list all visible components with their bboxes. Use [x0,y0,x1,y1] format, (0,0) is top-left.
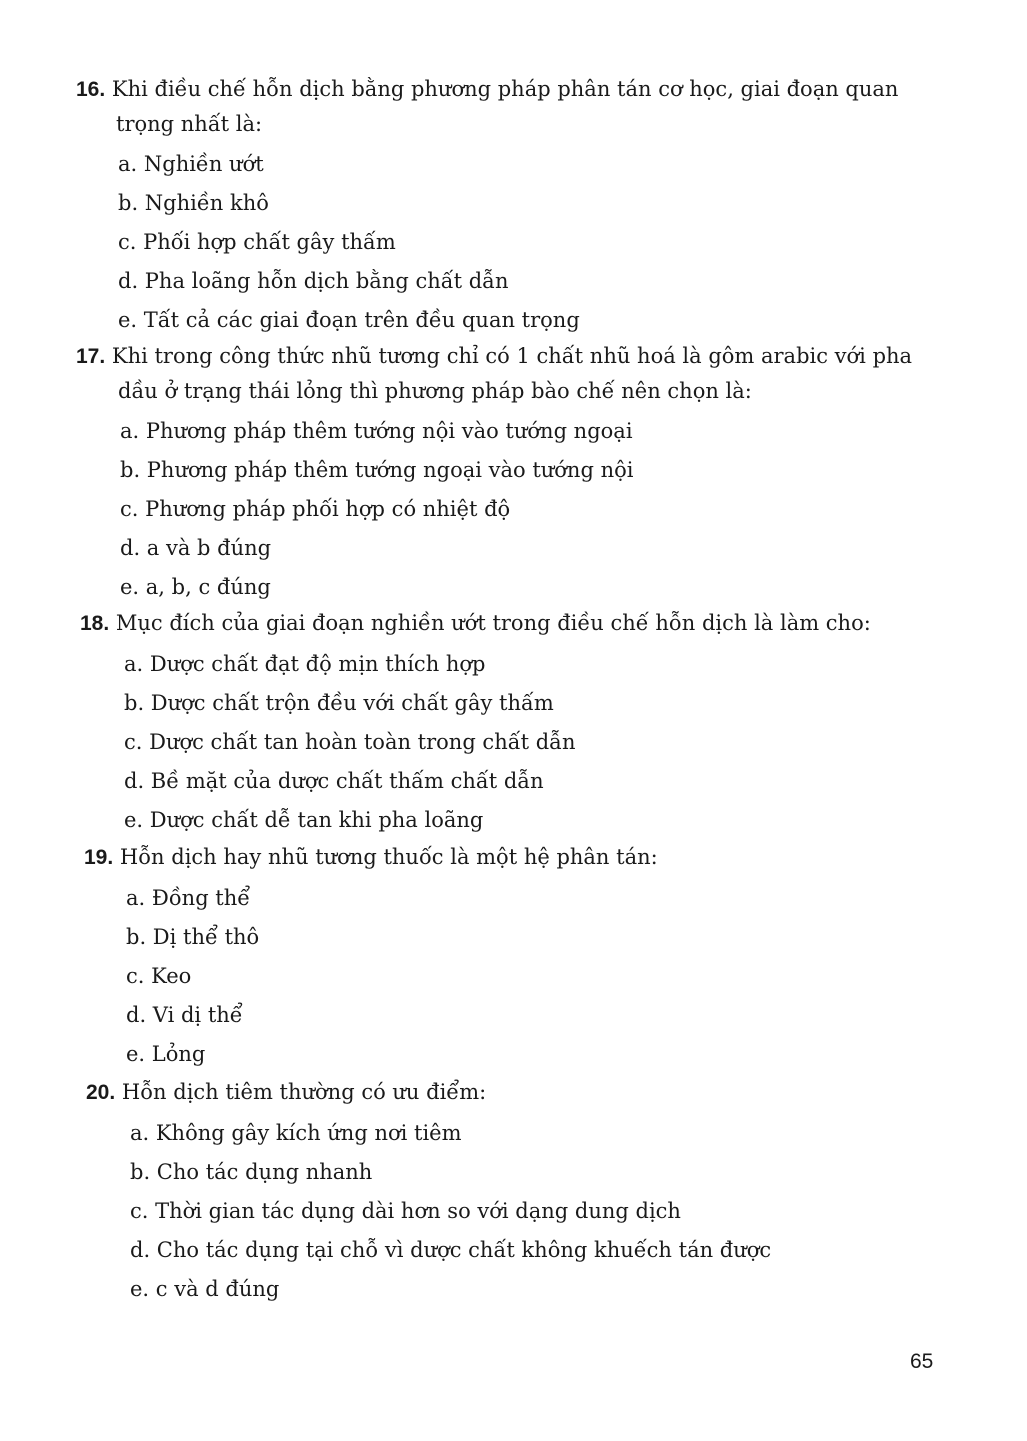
option-c: c. Phương pháp phối hợp có nhiệt độ [120,497,511,521]
question-17 [76,339,936,607]
option-a: a. Nghiền ướt [118,152,264,176]
option-c: c. Thời gian tác dụng dài hơn so với dạng dung dịch [130,1199,681,1223]
option-b: b. Dị thể thô [126,925,260,949]
option-a: a. Đồng thể [126,886,251,910]
question-stem [76,339,936,408]
option-d: d. Cho tác dụng tại chỗ vì dược chất không khuếch tán được [130,1238,772,1262]
question-text: Khi trong công thức nhũ tương chỉ có 1 chất nhũ hoá là gôm arabic với pha dầu ở trạng thái lỏng thì phương pháp bào chế nên chọn là: [111,344,913,403]
option-list [80,645,940,840]
option-b: b. Cho tác dụng nhanh [130,1160,373,1184]
option-b: b. Dược chất trộn đều với chất gây thấm [124,691,554,715]
option-e: e. a, b, c đúng [120,575,271,599]
option-d: d. Vi dị thể [126,1003,243,1027]
page-number: 65 [910,1350,934,1373]
option-e: e. Dược chất dễ tan khi pha loãng [124,808,484,832]
question-number: 16. [76,78,106,101]
option-list [84,879,944,1074]
option-c: c. Phối hợp chất gây thấm [118,230,396,254]
question-number: 19. [84,846,114,869]
question-number: 17. [76,345,106,368]
question-stem [86,1075,946,1110]
option-e: e. Lỏng [126,1042,206,1066]
question-stem [80,606,940,641]
option-a: a. Phương pháp thêm tướng nội vào tướng ngoại [120,419,633,443]
option-e: e. c và d đúng [130,1277,280,1301]
question-stem [76,72,936,141]
question-number: 20. [86,1081,116,1104]
question-20 [86,1075,946,1309]
option-b: b. Nghiền khô [118,191,269,215]
question-16 [76,72,936,340]
question-19 [84,840,944,1074]
option-d: d. Bề mặt của dược chất thấm chất dẫn [124,769,544,793]
option-d: d. Pha loãng hỗn dịch bằng chất dẫn [118,269,509,293]
option-d: d. a và b đúng [120,536,272,560]
option-b: b. Phương pháp thêm tướng ngoại vào tướng nội [120,458,634,482]
question-number: 18. [80,612,110,635]
question-text: Khi điều chế hỗn dịch bằng phương pháp phân tán cơ học, giai đoạn quan trọng nhất là: [111,77,899,136]
question-text: Mục đích của giai đoạn nghiền ướt trong điều chế hỗn dịch là làm cho: [115,611,871,635]
option-list [76,412,936,607]
question-stem [84,840,944,875]
option-list [76,145,936,340]
option-e: e. Tất cả các giai đoạn trên đều quan trọng [118,308,580,332]
question-text: Hỗn dịch hay nhũ tương thuốc là một hệ phân tán: [119,845,658,869]
option-a: a. Không gây kích ứng nơi tiêm [130,1121,462,1145]
option-a: a. Dược chất đạt độ mịn thích hợp [124,652,486,676]
option-c: c. Keo [126,964,192,988]
question-text: Hỗn dịch tiêm thường có ưu điểm: [121,1080,487,1104]
option-list [86,1114,946,1309]
option-c: c. Dược chất tan hoàn toàn trong chất dẫn [124,730,576,754]
question-18 [80,606,940,840]
